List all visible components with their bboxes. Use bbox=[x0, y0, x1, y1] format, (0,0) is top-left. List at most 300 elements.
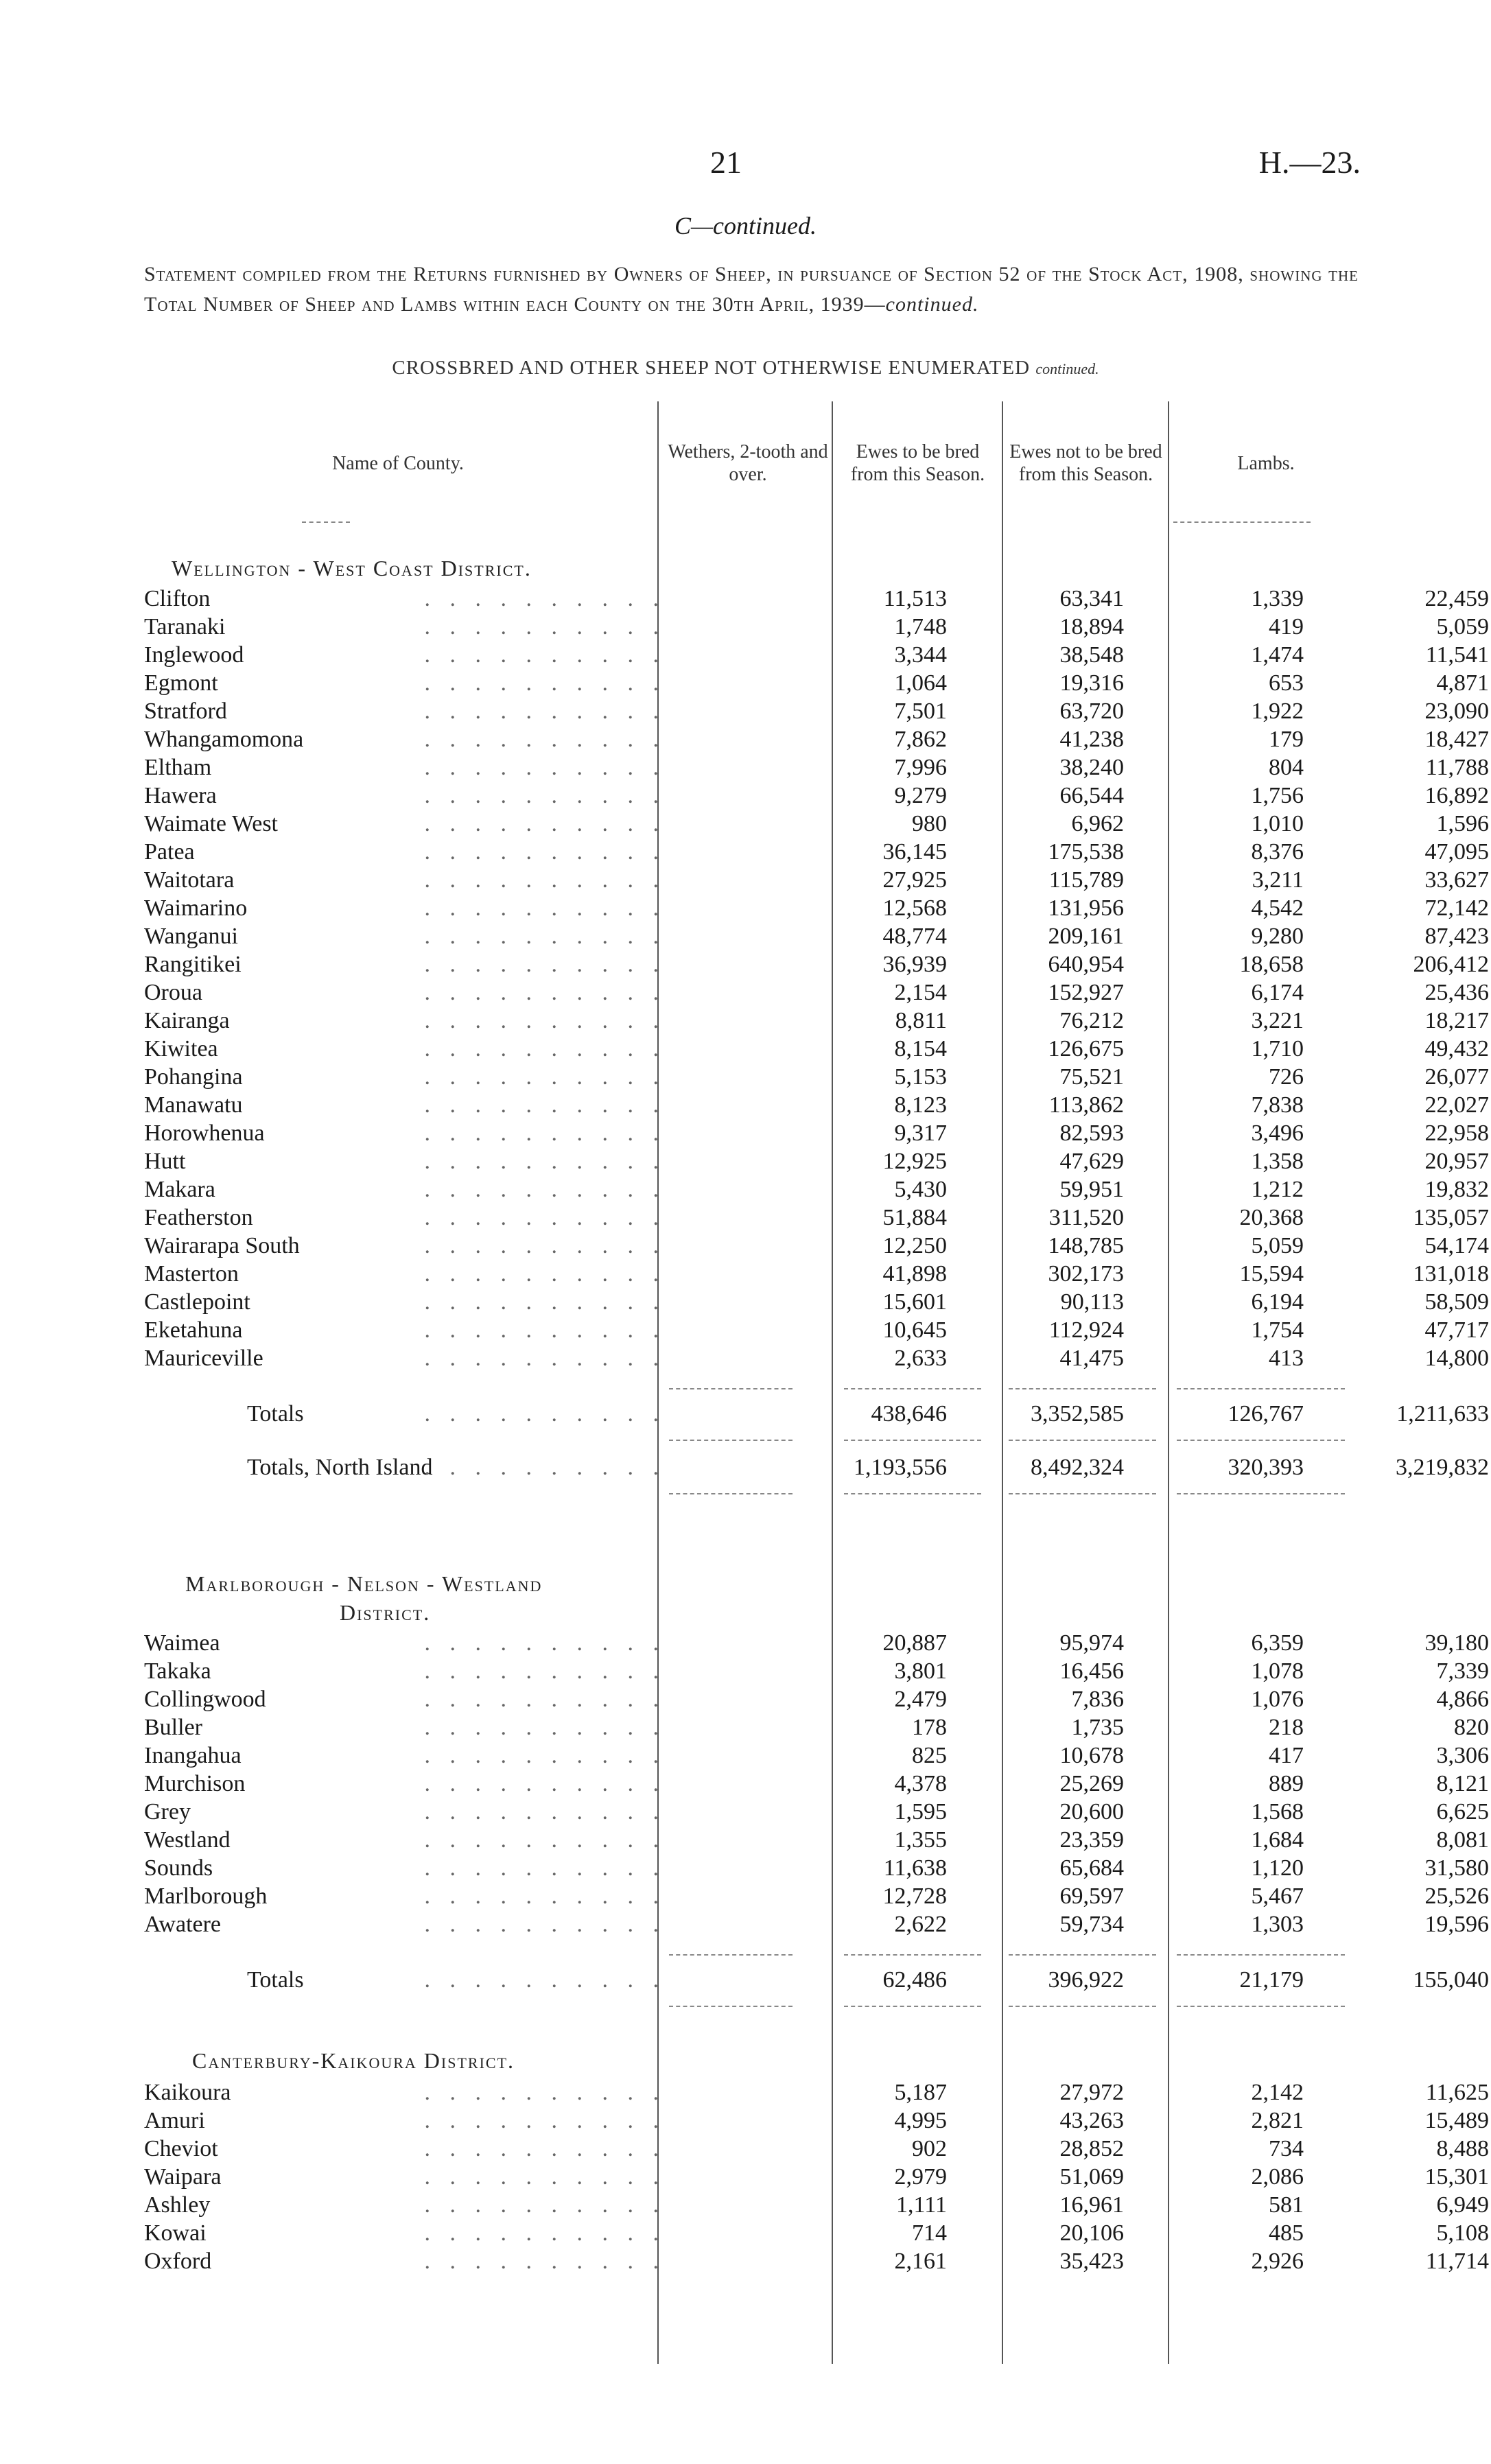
ewes-not-bred-cell: 3,211 bbox=[1252, 867, 1304, 893]
county-name-cell bbox=[144, 1742, 666, 1770]
ewes-not-bred-cell: 1,684 bbox=[1251, 1827, 1304, 1853]
county-name: Totals, North Island bbox=[247, 1455, 433, 1480]
table-row bbox=[144, 754, 1489, 782]
ewes-not-bred-cell: 1,754 bbox=[1251, 1317, 1304, 1343]
lambs-cell: 4,866 bbox=[1436, 1687, 1489, 1712]
totals-row bbox=[144, 1400, 1489, 1428]
leader-dots: . . . . . . . . . . bbox=[424, 1799, 666, 1824]
table-row bbox=[144, 698, 1489, 725]
ewes-bred-cell: 175,538 bbox=[1048, 839, 1124, 865]
table-row bbox=[144, 1827, 1489, 1854]
lambs-cell: 3,219,832 bbox=[1396, 1455, 1489, 1480]
ewes-bred-cell: 1,735 bbox=[1071, 1715, 1124, 1740]
leader-dots: . . . . . . . . . . bbox=[424, 1317, 666, 1343]
table-row bbox=[144, 1317, 1489, 1344]
leader-dots: . . . . . . . . . . bbox=[424, 614, 666, 640]
total-rule bbox=[1009, 1954, 1156, 1956]
lambs-cell: 131,018 bbox=[1413, 1261, 1489, 1287]
lambs-cell: 206,412 bbox=[1413, 952, 1489, 977]
lambs-cell: 22,027 bbox=[1424, 1092, 1489, 1118]
county-name-cell bbox=[144, 2107, 666, 2135]
leader-dots: . . . . . . . . . . bbox=[424, 2192, 666, 2218]
ewes-bred-cell: 59,734 bbox=[1059, 1912, 1124, 1937]
lambs-cell: 8,121 bbox=[1436, 1771, 1489, 1796]
total-rule bbox=[844, 1954, 981, 1956]
lambs-cell: 135,057 bbox=[1413, 1205, 1489, 1230]
county-name-cell bbox=[144, 613, 666, 641]
leader-dots: . . . . . . . . . . bbox=[424, 1036, 666, 1061]
county-name-cell bbox=[144, 1855, 666, 1882]
wethers-cell: 8,811 bbox=[895, 1008, 947, 1033]
ewes-bred-cell: 59,951 bbox=[1059, 1177, 1124, 1202]
ewes-bred-cell: 41,238 bbox=[1059, 727, 1124, 752]
wethers-cell: 3,344 bbox=[894, 642, 947, 668]
total-rule bbox=[1177, 1388, 1345, 1389]
ewes-not-bred-cell: 734 bbox=[1269, 2136, 1304, 2161]
ewes-bred-cell: 113,862 bbox=[1048, 1092, 1124, 1118]
county-name: Masterton bbox=[144, 1261, 239, 1287]
total-rule bbox=[844, 2006, 981, 2007]
ewes-not-bred-cell: 2,142 bbox=[1251, 2080, 1304, 2105]
leader-dots: . . . . . . . . . . bbox=[424, 1120, 666, 1146]
leader-dots: . . . . . . . . . . bbox=[424, 586, 666, 611]
county-name-cell bbox=[144, 642, 666, 669]
table-row bbox=[144, 1289, 1489, 1316]
lambs-cell: 820 bbox=[1454, 1715, 1489, 1740]
county-name-cell bbox=[144, 2079, 666, 2107]
county-name: Totals bbox=[247, 1967, 304, 1993]
leader-dots: . . . . . . . . . . bbox=[424, 1771, 666, 1796]
county-name-cell bbox=[144, 670, 666, 697]
table-row bbox=[144, 923, 1489, 950]
table-row bbox=[144, 2079, 1489, 2107]
leader-dots: . . . . . . . . . . bbox=[424, 670, 666, 696]
wethers-cell: 9,317 bbox=[894, 1120, 947, 1146]
county-name: Horowhenua bbox=[144, 1120, 265, 1146]
wethers-cell: 12,925 bbox=[882, 1149, 947, 1174]
wethers-cell: 438,646 bbox=[871, 1401, 947, 1427]
ewes-bred-cell: 76,212 bbox=[1059, 1008, 1124, 1033]
lambs-cell: 15,301 bbox=[1424, 2164, 1489, 2190]
wethers-cell: 7,996 bbox=[894, 755, 947, 780]
county-name: Sounds bbox=[144, 1855, 213, 1881]
wethers-cell: 825 bbox=[912, 1743, 947, 1768]
ewes-bred-cell: 25,269 bbox=[1059, 1771, 1124, 1796]
lambs-cell: 31,580 bbox=[1424, 1855, 1489, 1881]
table-row bbox=[144, 895, 1489, 922]
ewes-not-bred-cell: 6,359 bbox=[1251, 1630, 1304, 1656]
leader-dots: . . . . . . . . . . bbox=[424, 924, 666, 949]
totals-row bbox=[144, 1967, 1489, 1994]
north-island-totals-row bbox=[144, 1454, 1489, 1481]
ewes-not-bred-cell: 21,179 bbox=[1239, 1967, 1304, 1993]
ewes-not-bred-cell: 320,393 bbox=[1228, 1455, 1304, 1480]
ewes-bred-cell: 302,173 bbox=[1048, 1261, 1124, 1287]
wethers-cell: 41,898 bbox=[882, 1261, 947, 1287]
total-rule bbox=[1009, 1493, 1156, 1494]
wethers-cell: 27,925 bbox=[882, 867, 947, 893]
lambs-cell: 1,596 bbox=[1436, 811, 1489, 836]
lambs-cell: 11,625 bbox=[1425, 2080, 1489, 2105]
wethers-cell: 12,250 bbox=[882, 1233, 947, 1258]
lambs-cell: 26,077 bbox=[1424, 1064, 1489, 1090]
leader-dots: . . . . . . . . . . bbox=[424, 1177, 666, 1202]
ewes-bred-cell: 311,520 bbox=[1048, 1205, 1124, 1230]
county-name-cell bbox=[144, 1232, 666, 1260]
ewes-bred-cell: 152,927 bbox=[1048, 980, 1124, 1005]
leader-dots: . . . . . . . . . . bbox=[424, 1346, 666, 1371]
total-rule bbox=[669, 1493, 793, 1494]
district-heading-canterbury: Canterbury-Kaikoura District. bbox=[192, 2048, 515, 2073]
wethers-cell: 7,501 bbox=[894, 699, 947, 724]
total-rule bbox=[1177, 1440, 1345, 1441]
county-name-cell bbox=[144, 2220, 666, 2247]
table-row bbox=[144, 1770, 1489, 1798]
ewes-not-bred-cell: 8,376 bbox=[1251, 839, 1304, 865]
county-name: Taranaki bbox=[144, 614, 226, 640]
wethers-cell: 36,145 bbox=[882, 839, 947, 865]
ewes-bred-cell: 65,684 bbox=[1059, 1855, 1124, 1881]
ewes-not-bred-cell: 179 bbox=[1269, 727, 1304, 752]
ewes-not-bred-cell: 804 bbox=[1269, 755, 1304, 780]
ewes-not-bred-cell: 1,010 bbox=[1251, 811, 1304, 836]
table-row bbox=[144, 1714, 1489, 1741]
leader-dots: . . . . . . . . . . bbox=[424, 980, 666, 1005]
county-name: Ashley bbox=[144, 2192, 211, 2218]
county-name-cell bbox=[144, 1176, 666, 1204]
county-name: Whangamomona bbox=[144, 727, 304, 752]
county-name: Kowai bbox=[144, 2220, 207, 2246]
document-reference: H.—23. bbox=[1258, 145, 1361, 180]
table-row bbox=[144, 726, 1489, 753]
wethers-cell: 3,801 bbox=[894, 1658, 947, 1684]
ewes-bred-cell: 51,069 bbox=[1059, 2164, 1124, 2190]
total-rule bbox=[669, 2006, 793, 2007]
page-number: 21 bbox=[710, 145, 742, 180]
district-heading-marlborough-line2: District. bbox=[340, 1600, 431, 1625]
wethers-cell: 4,995 bbox=[894, 2108, 947, 2133]
ewes-bred-cell: 131,956 bbox=[1048, 895, 1124, 921]
county-name-cell bbox=[144, 2163, 666, 2191]
wethers-cell: 902 bbox=[912, 2136, 947, 2161]
county-name: Patea bbox=[144, 839, 195, 865]
ewes-not-bred-cell: 1,120 bbox=[1251, 1855, 1304, 1881]
wethers-cell: 1,111 bbox=[896, 2192, 947, 2218]
county-name: Grey bbox=[144, 1799, 191, 1824]
county-name-cell bbox=[144, 1686, 666, 1713]
county-name-cell bbox=[144, 1911, 666, 1938]
wethers-cell: 48,774 bbox=[882, 924, 947, 949]
lambs-cell: 11,714 bbox=[1425, 2249, 1489, 2274]
section-heading bbox=[0, 357, 1491, 379]
ewes-bred-cell: 38,240 bbox=[1059, 755, 1124, 780]
table-row bbox=[144, 585, 1489, 613]
county-name: Waimea bbox=[144, 1630, 220, 1656]
ewes-bred-cell: 23,359 bbox=[1059, 1827, 1124, 1853]
leader-dots: . . . . . . . . . . bbox=[424, 699, 666, 724]
county-name: Waimate West bbox=[144, 811, 279, 836]
ewes-not-bred-cell: 581 bbox=[1269, 2192, 1304, 2218]
county-name-cell bbox=[144, 1064, 666, 1091]
lambs-cell: 33,627 bbox=[1424, 867, 1489, 893]
county-name: Hutt bbox=[144, 1149, 186, 1174]
leader-dots: . . . . . . . . . . bbox=[424, 2164, 666, 2190]
leader-dots: . . . . . . . . . . bbox=[424, 1884, 666, 1909]
wethers-cell: 11,513 bbox=[883, 586, 947, 611]
table-row bbox=[144, 1232, 1489, 1260]
leader-dots: . . . . . . . . . . bbox=[424, 1092, 666, 1118]
ewes-not-bred-cell: 5,467 bbox=[1251, 1884, 1304, 1909]
section-heading-main: CROSSBRED AND OTHER SHEEP NOT OTHERWISE ENUMERATED bbox=[392, 357, 1031, 379]
leader-dots: . . . . . . . . . . bbox=[424, 1149, 666, 1174]
lambs-cell: 11,788 bbox=[1425, 755, 1489, 780]
county-name-cell bbox=[144, 754, 666, 782]
lambs-cell: 22,459 bbox=[1424, 586, 1489, 611]
ewes-bred-cell: 95,974 bbox=[1059, 1630, 1124, 1656]
county-name: Waipara bbox=[144, 2164, 222, 2190]
ewes-bred-cell: 640,954 bbox=[1048, 952, 1124, 977]
ewes-bred-cell: 112,924 bbox=[1048, 1317, 1124, 1343]
county-name-cell bbox=[144, 2135, 666, 2163]
wethers-cell: 9,279 bbox=[894, 783, 947, 808]
wethers-cell: 5,187 bbox=[894, 2080, 947, 2105]
ewes-bred-cell: 18,894 bbox=[1059, 614, 1124, 640]
ewes-not-bred-cell: 1,568 bbox=[1251, 1799, 1304, 1824]
table-row bbox=[144, 1742, 1489, 1770]
county-name-cell bbox=[144, 1260, 666, 1288]
lambs-cell: 23,090 bbox=[1424, 699, 1489, 724]
district-heading-wellington: Wellington - West Coast District. bbox=[172, 556, 532, 580]
table-row bbox=[144, 1855, 1489, 1882]
ewes-bred-cell: 8,492,324 bbox=[1031, 1455, 1124, 1480]
lambs-cell: 19,832 bbox=[1424, 1177, 1489, 1202]
wethers-cell: 5,153 bbox=[894, 1064, 947, 1090]
ewes-bred-cell: 6,962 bbox=[1071, 811, 1124, 836]
table-row bbox=[144, 782, 1489, 810]
leader-dots: . . . . . . . . . . bbox=[424, 2249, 666, 2274]
table-row bbox=[144, 1204, 1489, 1232]
ewes-not-bred-cell: 413 bbox=[1269, 1346, 1304, 1371]
county-name: Oxford bbox=[144, 2249, 212, 2274]
total-rule bbox=[844, 1493, 981, 1494]
county-name-cell bbox=[144, 2192, 666, 2219]
ewes-not-bred-cell: 1,339 bbox=[1251, 586, 1304, 611]
ewes-not-bred-cell: 1,756 bbox=[1251, 783, 1304, 808]
leader-dots: . . . . . . . . . . bbox=[424, 839, 666, 865]
table-row bbox=[144, 642, 1489, 669]
county-name-cell bbox=[144, 1035, 666, 1063]
ewes-bred-cell: 396,922 bbox=[1048, 1967, 1124, 1993]
table-row bbox=[144, 670, 1489, 697]
table-row bbox=[144, 838, 1489, 866]
lambs-cell: 49,432 bbox=[1424, 1036, 1489, 1061]
county-name: Egmont bbox=[144, 670, 218, 696]
ewes-bred-cell: 148,785 bbox=[1048, 1233, 1124, 1258]
lambs-cell: 6,949 bbox=[1436, 2192, 1489, 2218]
county-name: Wairarapa South bbox=[144, 1233, 300, 1258]
lambs-cell: 11,541 bbox=[1425, 642, 1489, 668]
county-name: Featherston bbox=[144, 1205, 253, 1230]
table-row bbox=[144, 979, 1489, 1007]
ewes-bred-cell: 3,352,585 bbox=[1031, 1401, 1124, 1427]
lambs-cell: 54,174 bbox=[1424, 1233, 1489, 1258]
county-name-cell bbox=[144, 1630, 666, 1657]
lambs-cell: 18,217 bbox=[1424, 1008, 1489, 1033]
ewes-not-bred-cell: 1,076 bbox=[1251, 1687, 1304, 1712]
table-row bbox=[144, 1658, 1489, 1685]
ewes-bred-cell: 69,597 bbox=[1059, 1884, 1124, 1909]
county-name: Mauriceville bbox=[144, 1346, 263, 1371]
lambs-cell: 14,800 bbox=[1424, 1346, 1489, 1371]
leader-dots: . . . . . . . . . . bbox=[424, 1855, 666, 1881]
county-name: Kairanga bbox=[144, 1008, 230, 1033]
leader-dots: . . . . . . . . . . bbox=[424, 1455, 666, 1480]
lambs-cell: 47,095 bbox=[1424, 839, 1489, 865]
ewes-not-bred-cell: 3,221 bbox=[1251, 1008, 1304, 1033]
wethers-cell: 178 bbox=[912, 1715, 947, 1740]
ewes-bred-cell: 20,600 bbox=[1059, 1799, 1124, 1824]
wethers-cell: 7,862 bbox=[894, 727, 947, 752]
ewes-bred-cell: 20,106 bbox=[1059, 2220, 1124, 2246]
leader-dots: . . . . . . . . . . bbox=[424, 1401, 666, 1427]
county-name-cell bbox=[144, 979, 666, 1007]
wethers-cell: 980 bbox=[912, 811, 947, 836]
leader-dots: . . . . . . . . . . bbox=[424, 1715, 666, 1740]
ewes-not-bred-cell: 726 bbox=[1269, 1064, 1304, 1090]
total-rule bbox=[1009, 1388, 1156, 1389]
leader-dots: . . . . . . . . . . bbox=[424, 952, 666, 977]
wethers-cell: 12,728 bbox=[882, 1884, 947, 1909]
county-name-cell bbox=[144, 1289, 666, 1316]
leader-dots: . . . . . . . . . . bbox=[424, 1261, 666, 1287]
ewes-not-bred-cell: 417 bbox=[1269, 1743, 1304, 1768]
county-name: Waitotara bbox=[144, 867, 235, 893]
table-row bbox=[144, 1007, 1489, 1035]
leader-dots: . . . . . . . . . . bbox=[424, 1008, 666, 1033]
total-rule bbox=[1009, 2006, 1156, 2007]
ewes-not-bred-cell: 485 bbox=[1269, 2220, 1304, 2246]
wethers-cell: 1,355 bbox=[894, 1827, 947, 1853]
county-name-cell bbox=[144, 1883, 666, 1910]
wethers-cell: 8,154 bbox=[894, 1036, 947, 1061]
header-rule-lambs bbox=[1173, 521, 1311, 523]
ewes-not-bred-cell: 6,174 bbox=[1251, 980, 1304, 1005]
county-name: Murchison bbox=[144, 1771, 246, 1796]
ewes-bred-cell: 66,544 bbox=[1059, 783, 1124, 808]
total-rule bbox=[669, 1388, 793, 1389]
county-name-cell bbox=[144, 1007, 666, 1035]
ewes-not-bred-cell: 419 bbox=[1269, 614, 1304, 640]
ewes-not-bred-cell: 1,078 bbox=[1251, 1658, 1304, 1684]
county-name: Inangahua bbox=[144, 1743, 242, 1768]
wethers-cell: 11,638 bbox=[883, 1855, 947, 1881]
county-name-cell bbox=[144, 1120, 666, 1147]
ewes-bred-cell: 63,341 bbox=[1059, 586, 1124, 611]
leader-dots: . . . . . . . . . . bbox=[424, 1205, 666, 1230]
table-row bbox=[144, 2107, 1489, 2135]
leader-dots: . . . . . . . . . . bbox=[424, 2136, 666, 2161]
county-name: Makara bbox=[144, 1177, 215, 1202]
lambs-cell: 6,625 bbox=[1436, 1799, 1489, 1824]
ewes-bred-cell: 115,789 bbox=[1048, 867, 1124, 893]
total-rule bbox=[669, 1954, 793, 1956]
leader-dots: . . . . . . . . . . bbox=[424, 1233, 666, 1258]
county-name-cell bbox=[144, 585, 666, 613]
wethers-cell: 1,748 bbox=[894, 614, 947, 640]
county-name: Amuri bbox=[144, 2108, 205, 2133]
ewes-bred-cell: 16,456 bbox=[1059, 1658, 1124, 1684]
leader-dots: . . . . . . . . . . bbox=[424, 1827, 666, 1853]
table-row bbox=[144, 1630, 1489, 1657]
county-name-cell bbox=[144, 895, 666, 922]
county-name-cell bbox=[144, 1798, 666, 1826]
leader-dots: . . . . . . . . . . bbox=[424, 783, 666, 808]
leader-dots: . . . . . . . . . . bbox=[424, 2080, 666, 2105]
county-name-cell bbox=[144, 1148, 666, 1175]
county-name-cell bbox=[144, 838, 666, 866]
leader-dots: . . . . . . . . . . bbox=[424, 1743, 666, 1768]
lambs-cell: 3,306 bbox=[1436, 1743, 1489, 1768]
county-name-cell bbox=[144, 951, 666, 978]
ewes-bred-cell: 41,475 bbox=[1059, 1346, 1124, 1371]
ewes-not-bred-cell: 2,821 bbox=[1251, 2108, 1304, 2133]
ewes-not-bred-cell: 2,086 bbox=[1251, 2164, 1304, 2190]
county-name: Wanganui bbox=[144, 924, 238, 949]
table-row bbox=[144, 2163, 1489, 2191]
leader-dots: . . . . . . . . . . bbox=[424, 727, 666, 752]
ewes-not-bred-cell: 5,059 bbox=[1251, 1233, 1304, 1258]
ewes-bred-cell: 63,720 bbox=[1059, 699, 1124, 724]
header-lambs: Lambs. bbox=[1237, 452, 1295, 474]
lambs-cell: 1,211,633 bbox=[1396, 1401, 1489, 1427]
ewes-bred-cell: 75,521 bbox=[1059, 1064, 1124, 1090]
leader-dots: . . . . . . . . . . bbox=[424, 1630, 666, 1656]
wethers-cell: 2,161 bbox=[894, 2249, 947, 2274]
ewes-bred-cell: 27,972 bbox=[1059, 2080, 1124, 2105]
wethers-cell: 4,378 bbox=[894, 1771, 947, 1796]
table-row bbox=[144, 867, 1489, 894]
section-heading-continued: continued. bbox=[1035, 360, 1099, 377]
leader-dots: . . . . . . . . . . bbox=[424, 811, 666, 836]
wethers-cell: 10,645 bbox=[882, 1317, 947, 1343]
county-name: Inglewood bbox=[144, 642, 244, 668]
wethers-cell: 36,939 bbox=[882, 952, 947, 977]
county-name-cell bbox=[144, 1204, 666, 1232]
leader-dots: . . . . . . . . . . bbox=[424, 895, 666, 921]
table-row bbox=[144, 1883, 1489, 1910]
ewes-not-bred-cell: 1,922 bbox=[1251, 699, 1304, 724]
county-name-cell bbox=[144, 698, 666, 725]
wethers-cell: 12,568 bbox=[882, 895, 947, 921]
county-name-cell bbox=[144, 923, 666, 950]
ewes-bred-cell: 47,629 bbox=[1059, 1149, 1124, 1174]
wethers-cell: 1,064 bbox=[894, 670, 947, 696]
county-name: Manawatu bbox=[144, 1092, 243, 1118]
table-row bbox=[144, 1064, 1489, 1091]
county-name: Oroua bbox=[144, 980, 202, 1005]
table-row bbox=[144, 951, 1489, 978]
county-name: Rangitikei bbox=[144, 952, 242, 977]
header-ewes-not-bred: Ewes not to be bred from this Season. bbox=[1009, 441, 1162, 485]
ewes-not-bred-cell: 126,767 bbox=[1228, 1401, 1304, 1427]
ewes-bred-cell: 43,263 bbox=[1059, 2108, 1124, 2133]
county-name: Takaka bbox=[144, 1658, 211, 1684]
table-row bbox=[144, 1260, 1489, 1288]
lambs-cell: 87,423 bbox=[1424, 924, 1489, 949]
county-name: Kaikoura bbox=[144, 2080, 231, 2105]
wethers-cell: 2,479 bbox=[894, 1687, 947, 1712]
wethers-cell: 714 bbox=[912, 2220, 947, 2246]
